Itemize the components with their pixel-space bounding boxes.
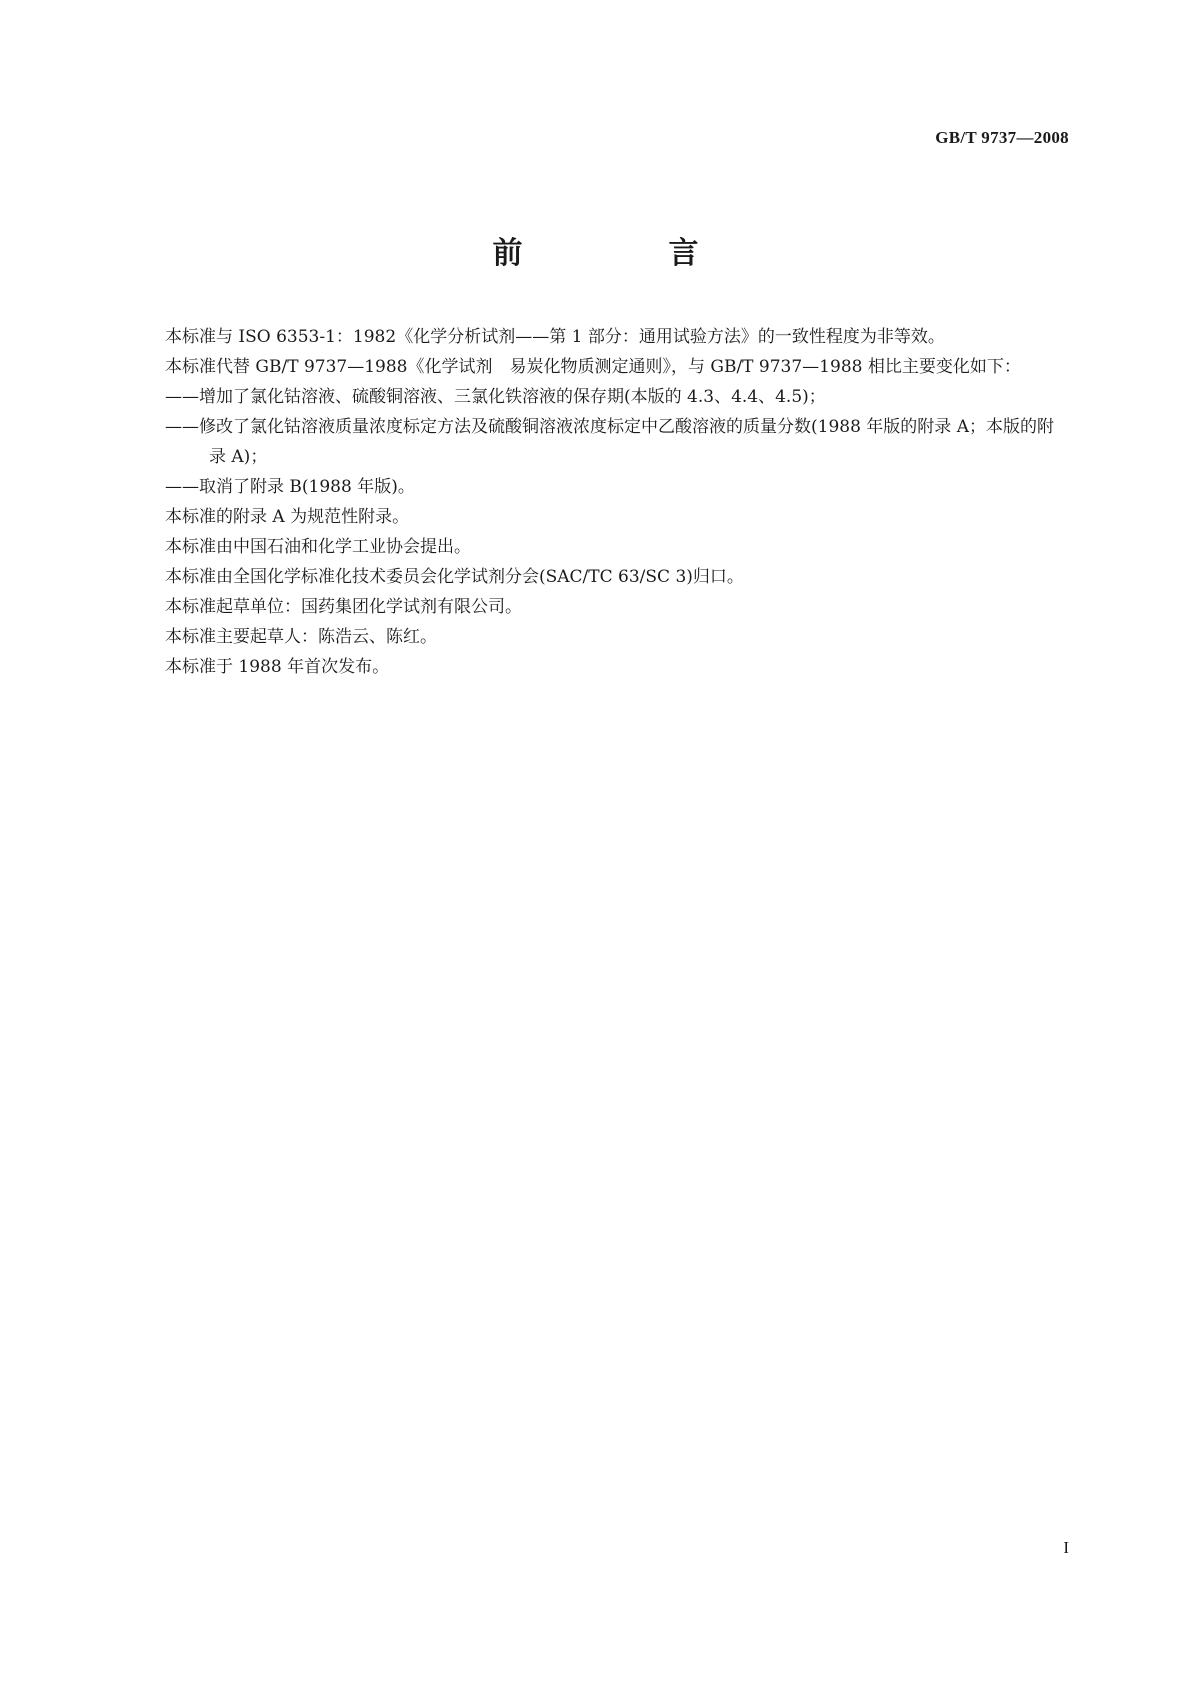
change-item: ——修改了氯化钴溶液质量浓度标定方法及硫酸铜溶液浓度标定中乙酸溶液的质量分数(1988 年版的附录 A；本版的附录 A)； [165,417,1054,467]
paragraph-replacement: 本标准代替 GB/T 9737—1988《化学试剂 易炭化物质测定通则》，与 GB/T 9737—1988 相比主要变化如下： [165,357,1021,377]
paragraph-drafters: 本标准主要起草人：陈浩云、陈红。 [165,627,437,647]
paragraph-committee: 本标准由全国化学标准化技术委员会化学试剂分会(SAC/TC 63/SC 3)归口。 [165,567,744,587]
paragraph-proposer: 本标准由中国石油和化学工业协会提出。 [165,537,471,557]
change-item: ——增加了氯化钴溶液、硫酸铜溶液、三氯化铁溶液的保存期(本版的 4.3、4.4、4.5)； [165,387,826,407]
page-title: 前 言 [492,236,757,271]
standard-code: GB/T 9737—2008 [935,128,1069,147]
paragraph-drafting-unit: 本标准起草单位：国药集团化学试剂有限公司。 [165,597,522,617]
page-number: I [1063,1538,1069,1557]
paragraph-annex: 本标准的附录 A 为规范性附录。 [165,507,410,527]
document-body [123,322,1068,682]
paragraph-first-issue: 本标准于 1988 年首次发布。 [165,657,390,677]
paragraph-equivalence: 本标准与 ISO 6353-1：1982《化学分析试剂——第 1 部分：通用试验方法》的一致性程度为非等效。 [165,327,945,347]
change-item: ——取消了附录 B(1988 年版)。 [165,477,415,497]
